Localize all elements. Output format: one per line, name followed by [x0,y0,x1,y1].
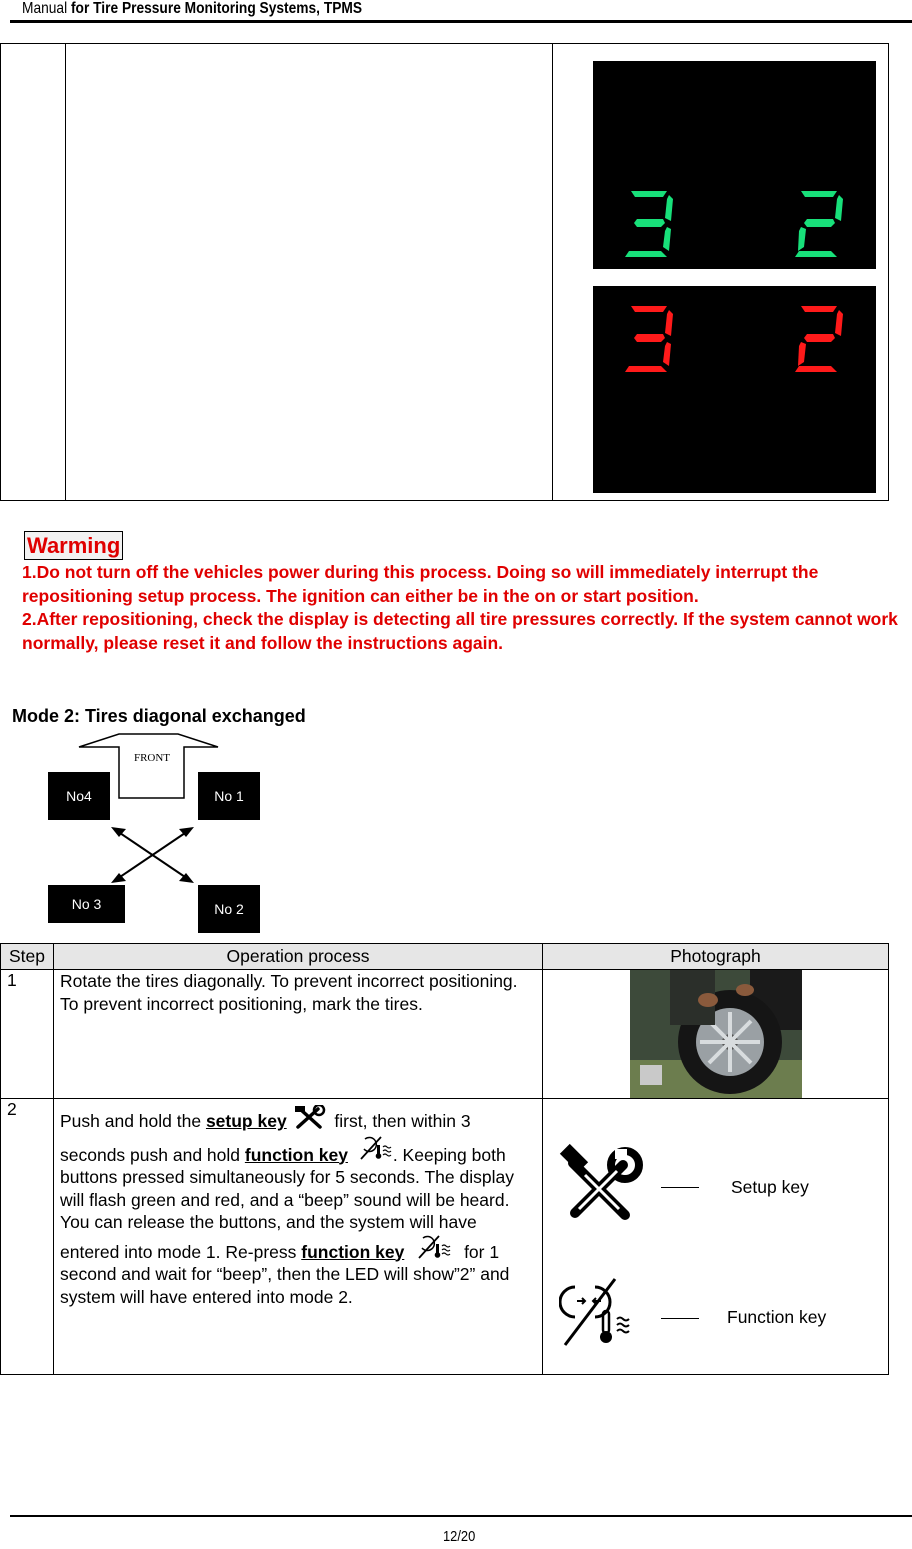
warning-text [22,561,902,655]
tire-no3: No 3 [48,885,125,923]
setup-key-large-icon [555,1143,645,1223]
header-operation: Operation process [54,944,543,970]
page-number: 12/20 [443,1528,476,1545]
step-number: 1 [1,970,54,1099]
header-photograph: Photograph [543,944,889,970]
function-key-label: function key [301,1241,405,1262]
mode-title: Mode 2: Tires diagonal exchanged [12,706,306,726]
operation-text: Push and hold the setup key first, then within 3 seconds push and hold function key . Keeping both buttons pressed simultaneously for 5 seconds. The display will flash green and red, and a “beep” sound will be heard. You can release the buttons, and the system will have entered into mode 1. Re-press function key for 1 second and wait for “beep”, then the LED will show”2” and system will have entered into mode 2. [54,1099,543,1375]
warning-item-2: 2.After repositioning, check the display is detecting all tire pressures correctly. If the system cannot work normally, please reset it and follow the instructions again. [22,609,898,653]
front-label: FRONT [133,752,171,764]
table-row [1,1099,889,1375]
step-number: 2 [1,1099,54,1375]
led-display-red [593,286,876,493]
warning-title: Warming [24,531,123,560]
function-key-large-icon [559,1275,649,1349]
digit-2-green [795,191,843,257]
digit-3-red [625,306,673,372]
tire-no1: No 1 [198,772,260,820]
header-rule [10,20,912,23]
tire-no4: No4 [48,772,110,820]
warning-item-1: 1.Do not turn off the vehicles power during this process. Doing so will immediately interrupt the repositioning setup process. The ignition can either be in the on or start position. [22,562,819,606]
function-key-legend: Function key [727,1307,827,1327]
steps-table [0,943,889,1375]
tire-no2: No 2 [198,885,260,933]
header-step: Step [1,944,54,970]
function-key-label: function key [244,1144,348,1165]
table-row [1,970,889,1099]
operation-text: Rotate the tires diagonally. To prevent incorrect positioning. To prevent incorrect positioning, mark the tires. [54,970,543,1099]
photo-cell [543,970,889,1099]
function-key-icon [409,1234,459,1260]
led-display-green [593,61,876,269]
setup-key-legend: Setup key [731,1177,809,1197]
photo-cell [543,1099,889,1375]
page-header: Manual for Tire Pressure Monitoring Systems, TPMS [22,0,363,17]
tire-rotation-photo [630,970,802,1098]
digit-3-green [625,191,673,257]
digit-2-red [795,306,843,372]
footer-rule [10,1515,912,1517]
diagonal-cross [117,831,188,879]
setup-key-label: setup key [205,1111,287,1131]
table-header-row [1,944,889,970]
function-key-icon [353,1133,393,1161]
setup-key-icon [292,1105,330,1131]
